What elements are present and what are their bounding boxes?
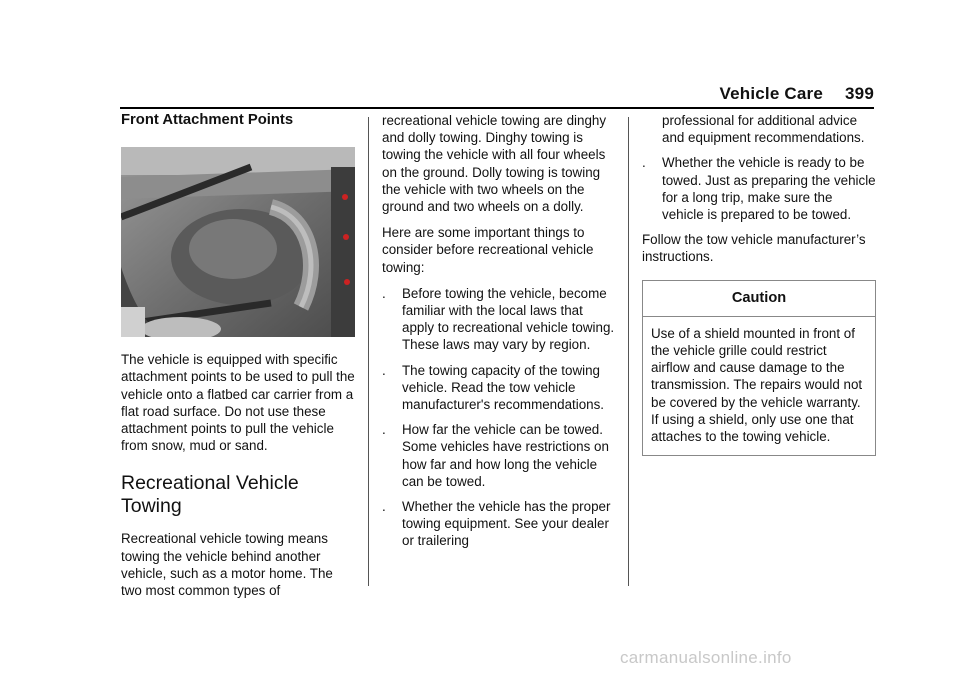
column-1: [121, 112, 355, 608]
rv-towing-paragraph: Recreational vehicle towing means towing the vehicle behind another vehicle, such as a motor home. The two most common types of: [121, 531, 333, 599]
bullet-marker: .: [382, 362, 386, 378]
list-item-text: How far the vehicle can be towed. Some vehicles have restrictions on how far and how long the vehicle can be towed.: [402, 422, 609, 489]
list-item-text: Before towing the vehicle, become familiar with the local laws that apply to recreational vehicle towing. These laws may vary by region.: [402, 285, 615, 353]
list-item-text: Whether the vehicle is ready to be towed. Just as preparing the vehicle for a long trip, make sure the vehicle is prepared to be towed.: [662, 155, 876, 223]
towing-types-paragraph: recreational vehicle towing are dinghy and dolly towing. Dinghy towing is towing the vehicle with all four wheels on the ground. Dolly towing is towing the vehicle with two wheels on the ground and two wheels on a dolly.: [382, 113, 607, 215]
list-item-continuation: professional for additional advice and equipment recommendations.: [662, 113, 865, 146]
bullet-marker: .: [382, 422, 386, 438]
watermark: carmanualsonline.info: [620, 648, 792, 667]
list-item: [382, 498, 616, 550]
intro-paragraph: The vehicle is equipped with specific attachment points to be used to pull the vehicle onto a flatbed car carrier from a flat road surface. Do not use these attachment points to pull the vehicle from snow, mud or sand.: [121, 352, 355, 454]
page-header: [720, 84, 875, 104]
list-item: [382, 362, 616, 414]
follow-instructions-paragraph: Follow the tow vehicle manufacturer’s instructions.: [642, 232, 866, 265]
list-item: [382, 421, 616, 490]
chapter-title: [121, 472, 355, 518]
bullet-marker: .: [642, 155, 646, 171]
section-title: Vehicle Care: [719, 84, 824, 103]
column-divider: [368, 117, 369, 586]
caution-body: Use of a shield mounted in front of the vehicle grille could restrict airflow and cause damage to the transmission. The repairs would not be covered by the vehicle warranty. If using a shield, only use one that attaches to the towing vehicle.: [651, 325, 863, 445]
chapter-title-line-2: Towing: [121, 495, 182, 518]
section-heading: Front Attachment Points: [121, 112, 294, 128]
list-item: [382, 285, 616, 354]
considerations-paragraph: Here are some important things to consider before recreational vehicle towing:: [382, 225, 594, 275]
caution-box: [642, 280, 876, 457]
attachment-points-photo: [121, 147, 355, 337]
column-2: [382, 112, 616, 558]
chapter-title-line-1: Recreational Vehicle: [121, 472, 299, 495]
page-number: 399: [845, 84, 874, 103]
column-divider: [628, 117, 629, 586]
list-item: [642, 154, 876, 223]
column-3: [642, 112, 876, 456]
caution-title: Caution: [643, 281, 875, 317]
list-item-text: The towing capacity of the towing vehicle. Read the tow vehicle manufacturer's recommendations.: [402, 362, 605, 413]
bullet-marker: .: [382, 285, 386, 301]
bullet-marker: .: [382, 499, 386, 515]
list-item-text: Whether the vehicle has the proper towing equipment. See your dealer or trailering: [402, 499, 611, 549]
header-rule: [120, 107, 874, 109]
